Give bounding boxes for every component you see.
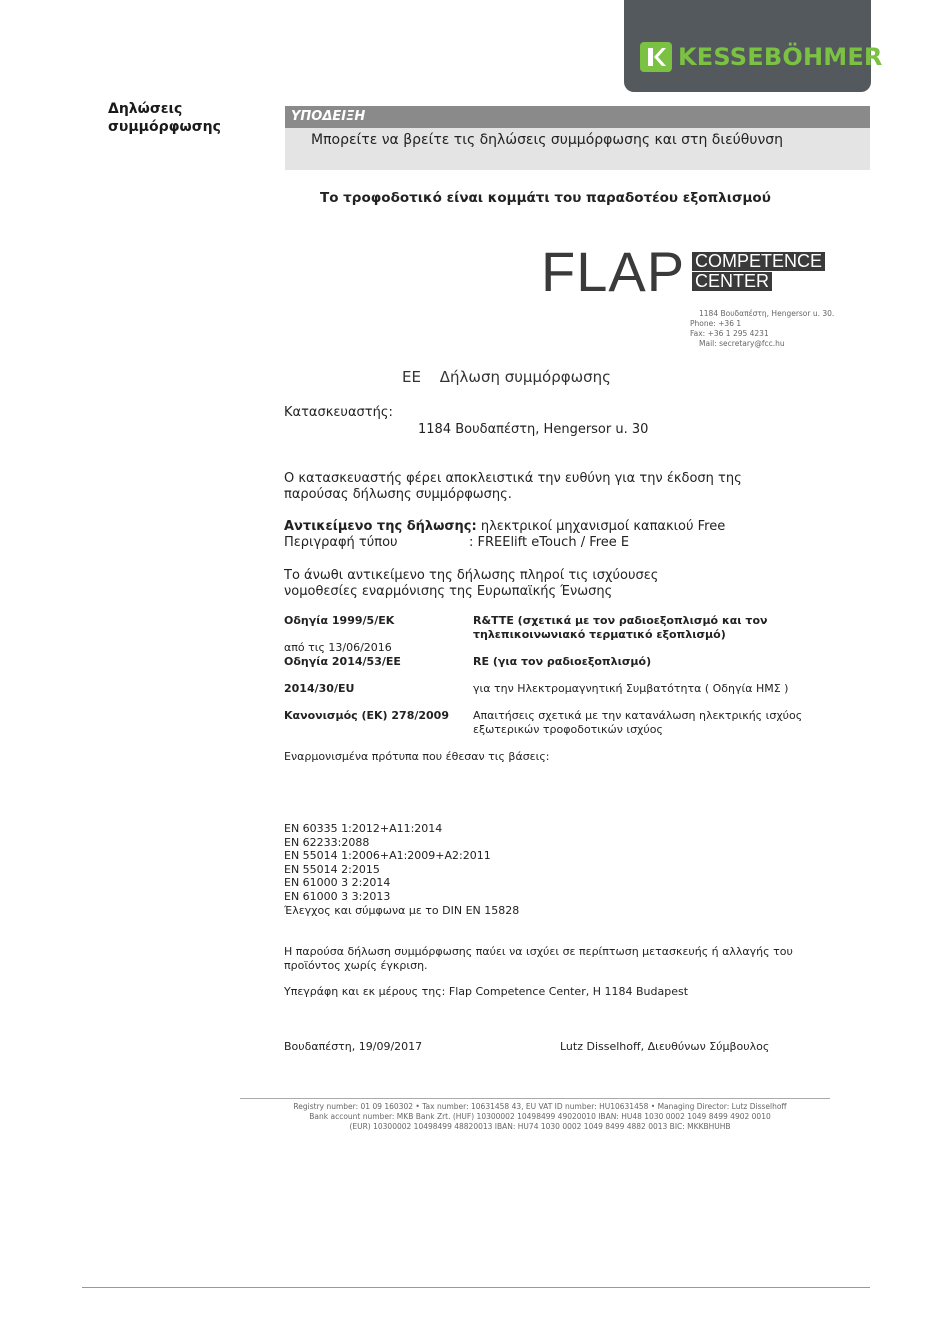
manufacturer-address: 1184 Βουδαπέστη, Hengersor u. 30 <box>418 422 649 437</box>
standard-item: EN 55014 1:2006+A1:2009+A2:2011 <box>284 849 491 863</box>
brand-logo-panel <box>624 0 883 92</box>
standard-item: EN 62233:2088 <box>284 835 370 849</box>
signatory: Lutz Disselhoff, Διευθύνων Σύμβουλος <box>560 1040 770 1053</box>
fcc-address: 1184 Βουδαπέστη, Hengersor u. 30. <box>699 309 835 318</box>
directive-4-value <box>473 709 802 737</box>
sidebar-title-line2: συμμόρφωσης <box>108 119 221 135</box>
sidebar-title-line1: Δηλώσεις <box>108 101 183 117</box>
center-label: CENTER <box>692 272 772 291</box>
responsibility-line1: Ο κατασκευαστής φέρει αποκλειστικά την ευθύνη για την έκδοση της <box>284 471 742 486</box>
object-value: ηλεκτρικοί μηχανισμοί καπακιού Free <box>480 519 726 534</box>
declaration-title-text: Δήλωση συμμόρφωσης <box>439 368 611 386</box>
validity-line1: Η παρούσα δήλωση συμμόρφωσης παύει να ισχύει σε περίπτωση μετασκευής ή αλλαγής του <box>284 945 793 958</box>
logo-k-glyph <box>645 46 667 68</box>
directive-1-value-line1: R&TTE (σχετικά με τον ραδιοεξοπλισμό και τον <box>473 614 768 627</box>
brand-logo <box>640 42 883 72</box>
signed-for: Υπεγράφη και εκ μέρους της: Flap Competence Center, H 1184 Budapest <box>284 985 689 998</box>
directive-3-value: για την Ηλεκτρομαγνητική Συμβατότητα ( Οδηγία ΗΜΣ ) <box>473 682 789 695</box>
directive-2-value: RE (για τον ραδιοεξοπλισμό) <box>473 655 652 668</box>
place-date: Βουδαπέστη, 19/09/2017 <box>284 1040 423 1053</box>
conformity-line2: νομοθεσίες εναρμόνισης της Ευρωπαϊκής Ένωσης <box>284 584 613 599</box>
standard-item: EN 60335 1:2012+A11:2014 <box>284 822 443 835</box>
competence-label: COMPETENCE <box>692 252 825 271</box>
fcc-phone: Phone: +36 1 <box>690 319 742 328</box>
standards-intro: Εναρμονισμένα πρότυπα που έθεσαν τις βάσεις: <box>284 750 550 763</box>
sidebar-title <box>108 100 221 136</box>
directive-1-label: Οδηγία 1999/5/ΕΚ <box>284 614 395 627</box>
footer-line3: (EUR) 10300002 10498499 48820013 IBAN: HU74 1030 0002 1049 8499 4882 0013 BIC: MKKBHUHB <box>349 1122 731 1131</box>
object-label: Αντικείμενο της δήλωσης: <box>284 519 477 534</box>
flap-logo-text: FLAP <box>541 240 686 303</box>
responsibility-text <box>284 471 742 503</box>
type-value: : FREElift eTouch / Free E <box>469 535 630 550</box>
directive-1-value <box>473 614 768 642</box>
declaration-object <box>284 519 725 535</box>
standard-item: EN 61000 3 3:2013 <box>284 889 391 903</box>
directive-4-value-line2: εξωτερικών τροφοδοτικών ισχύος <box>473 723 663 736</box>
directive-4-label: Κανονισμός (ΕΚ) 278/2009 <box>284 709 449 722</box>
note-header: ΥΠΟΔΕΙΞΗ <box>285 106 870 128</box>
declaration-title <box>402 368 611 386</box>
directive-since-date: από τις 13/06/2016 <box>284 641 392 654</box>
validity-line2: προϊόντος χωρίς έγκριση. <box>284 959 428 972</box>
footer-registry <box>240 1102 840 1132</box>
footer-divider <box>240 1098 830 1099</box>
declaration-prefix: ΕΕ <box>402 368 421 386</box>
standard-item: EN 55014 2:2015 <box>284 862 380 876</box>
conformity-text <box>284 568 658 600</box>
validity-text <box>284 945 793 973</box>
responsibility-line2: παρούσας δήλωσης συμμόρφωσης. <box>284 487 512 502</box>
standards-list <box>284 822 519 917</box>
standard-item: EN 61000 3 2:2014 <box>284 876 391 890</box>
power-supply-note: Το τροφοδοτικό είναι κομμάτι του παραδοτέου εξοπλισμού <box>320 190 771 206</box>
directive-4-value-line1: Απαιτήσεις σχετικά με την κατανάλωση ηλεκτρικής ισχύος <box>473 709 803 722</box>
footer-line1: Registry number: 01 09 160302 • Tax number: 10631458 43, EU VAT ID number: HU10631458 • Managing Director: Lutz Disselhoff <box>293 1102 787 1111</box>
conformity-line1: Το άνωθι αντικείμενο της δήλωσης πληροί τις ισχύουσες <box>284 568 659 583</box>
directive-1-value-line2: τηλεπικοινωνιακό τερματικό εξοπλισμό) <box>473 628 726 641</box>
fcc-contact-block <box>690 309 834 349</box>
footer-line2: Bank account number: MKB Bank Zrt. (HUF) 10300002 10498499 49020010 IBAN: HU48 1030 0002 1049 8499 4902 0010 <box>309 1112 771 1121</box>
logo-k-icon <box>640 42 672 72</box>
fcc-fax: Fax: +36 1 295 4231 <box>690 329 769 338</box>
standard-item: Έλεγχος και σύμφωνα με το DIN EN 15828 <box>284 903 520 917</box>
manufacturer-label: Κατασκευαστής: <box>284 405 393 420</box>
directive-2-label: Οδηγία 2014/53/ΕΕ <box>284 655 401 668</box>
competence-center-logo <box>692 252 830 292</box>
type-label: Περιγραφή τύπου <box>284 535 398 550</box>
directive-3-label: 2014/30/EU <box>284 682 355 695</box>
logo-wordmark: KESSEBÖHMER <box>678 43 883 71</box>
note-body: Μπορείτε να βρείτε τις δηλώσεις συμμόρφωσης και στη διεύθυνση <box>285 128 870 170</box>
page-bottom-divider <box>82 1287 870 1288</box>
fcc-mail: Mail: secretary@fcc.hu <box>699 339 785 348</box>
